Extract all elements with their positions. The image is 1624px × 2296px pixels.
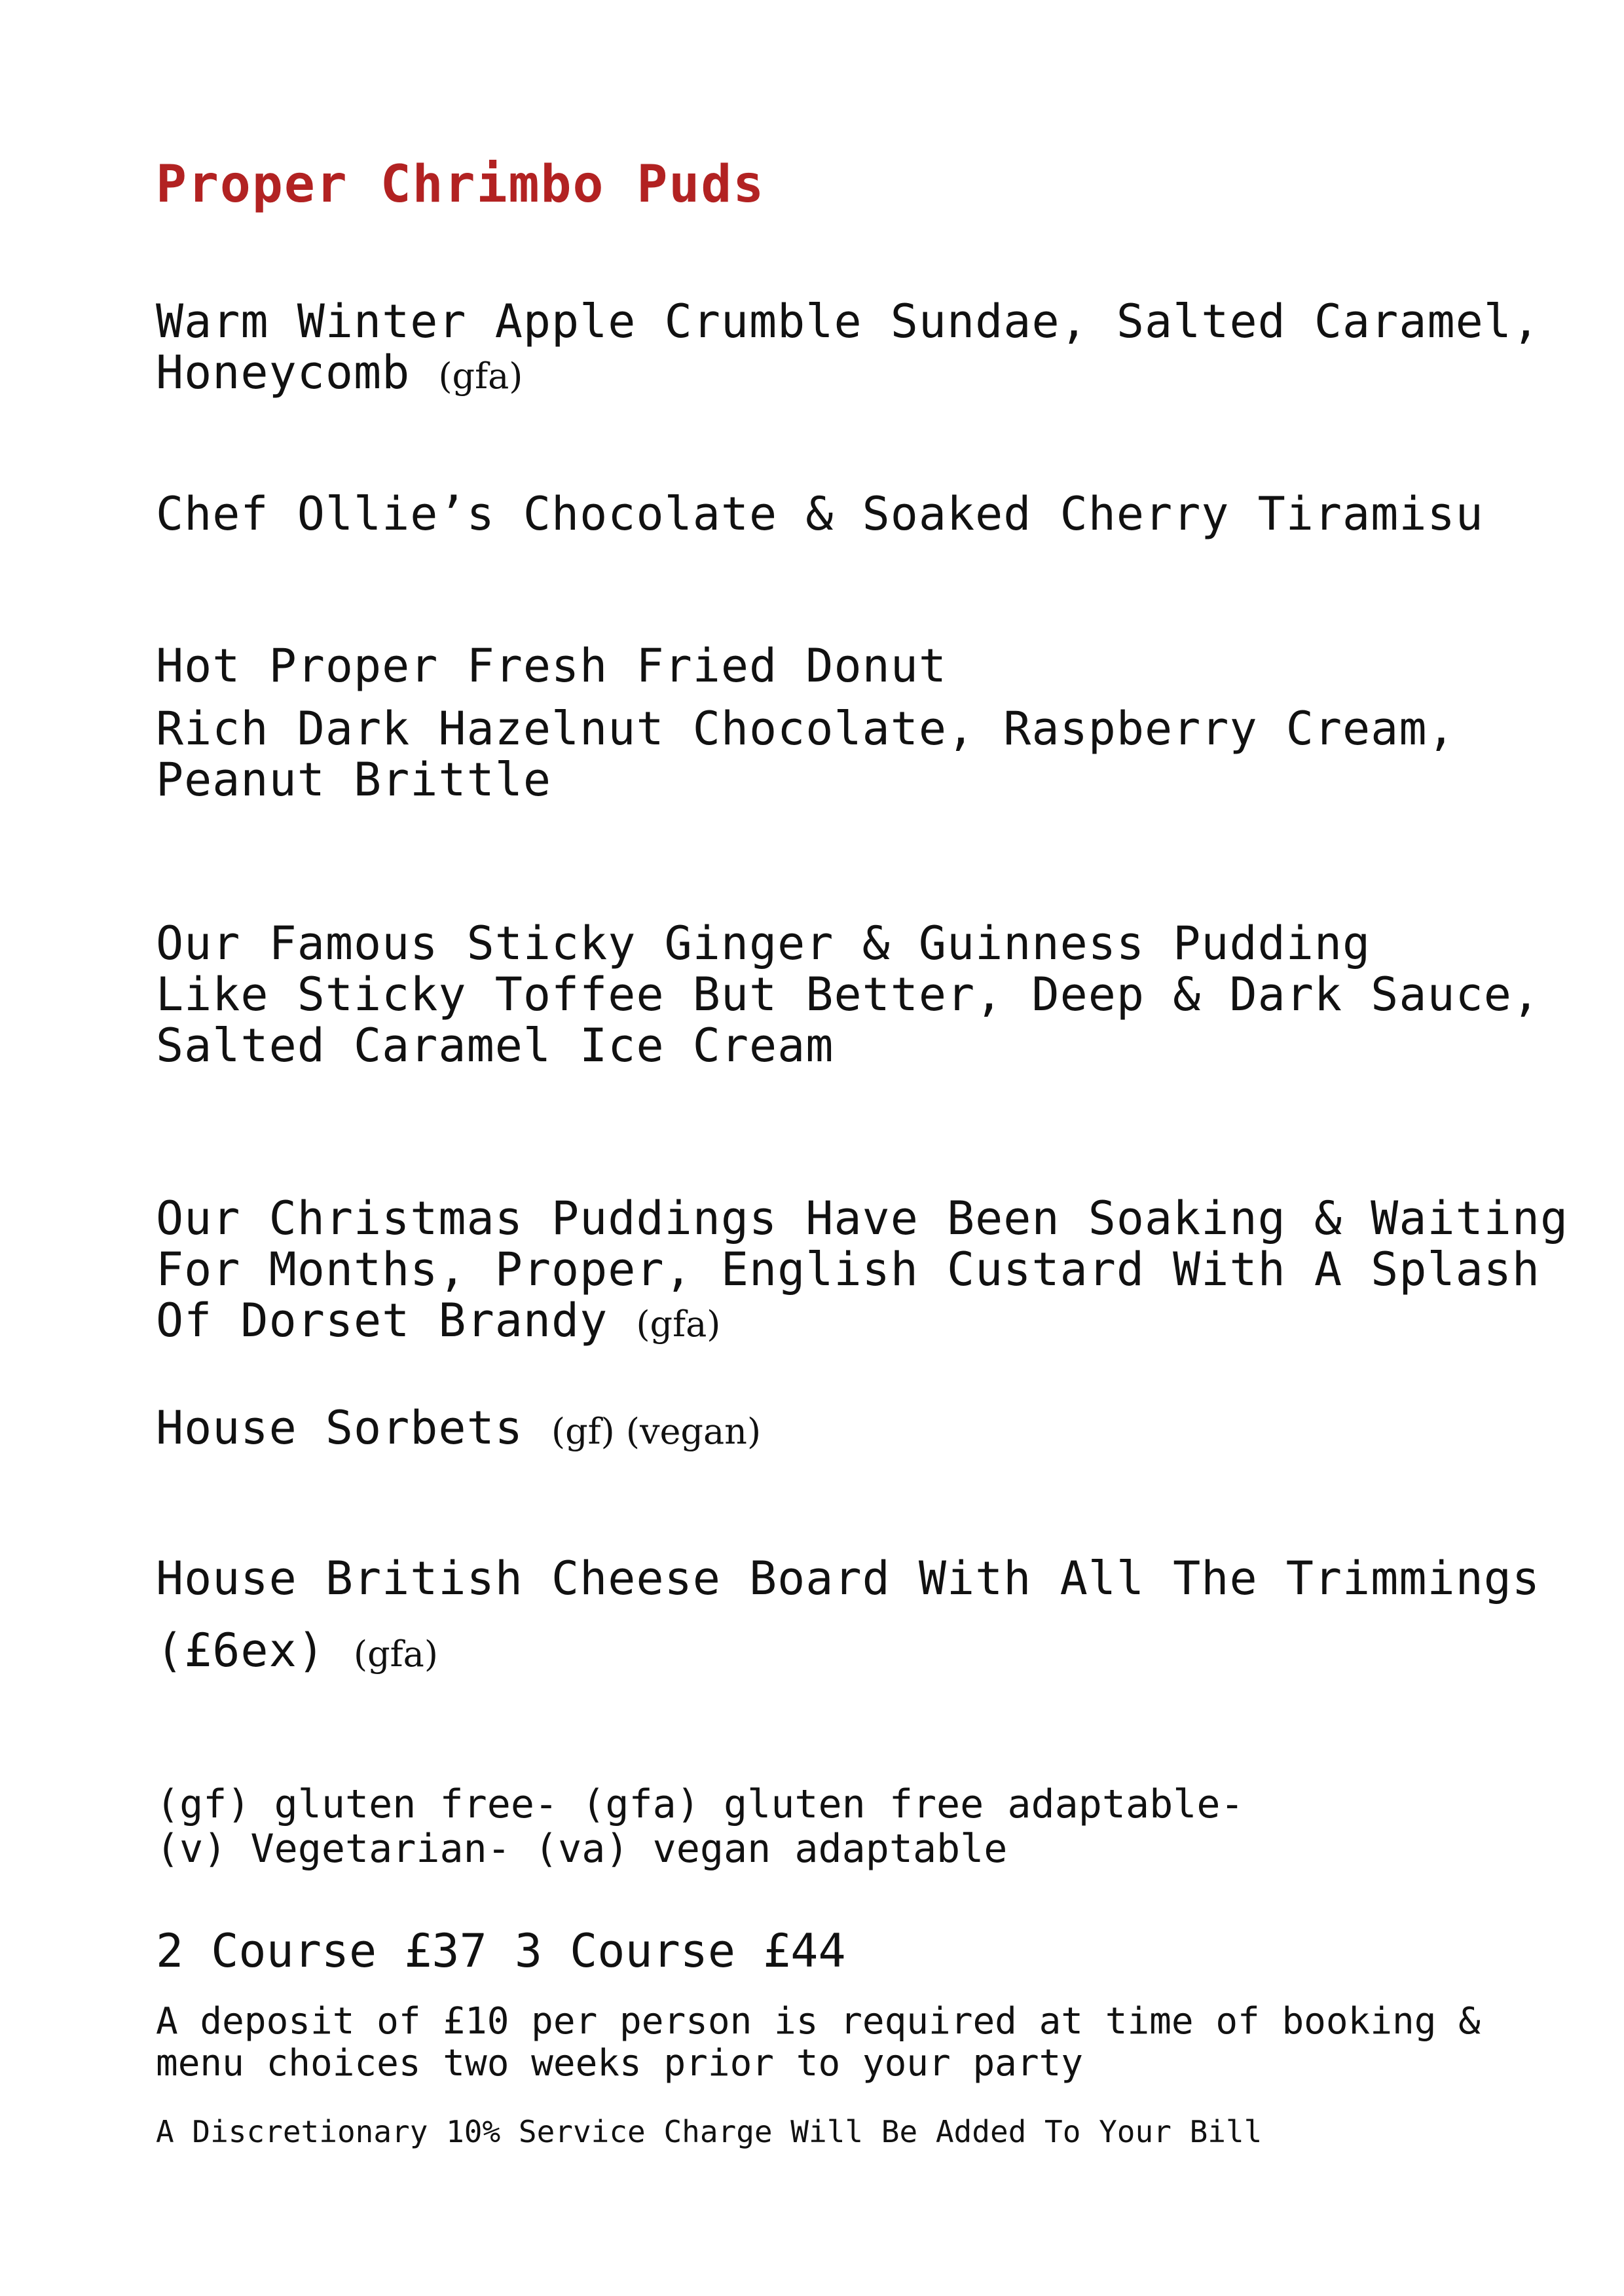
item-line-text: (£6ex) [156,1624,325,1677]
deposit-note [156,2001,1481,2085]
item-line: Like Sticky Toffee But Better, Deep & Dark Sauce, [156,968,1541,1021]
deposit-line: menu choices two weeks prior to your party [156,2042,1084,2085]
item-line: Rich Dark Hazelnut Chocolate, Raspberry Cream, [156,702,1456,756]
item-line [156,1625,438,1680]
item-line-text: Honeycomb [156,346,411,399]
menu-title: Proper Chrimbo Puds [156,155,766,214]
item-line [156,1295,1568,1350]
item-line: Chef Ollie’s Chocolate & Soaked Cherry Tiramisu [156,487,1484,541]
dietary-tag: (gf) (vegan) [551,1411,762,1452]
item-line [156,1402,761,1457]
menu-item-house-sorbets [156,1402,761,1457]
menu-item-cheese-board-supplement [156,1625,438,1680]
dietary-tag: (gfa) [354,1633,438,1675]
legend-line: (v) Vegetarian- (va) vegan adaptable [156,1826,1008,1872]
item-line: Peanut Brittle [156,753,552,807]
item-line: Our Christmas Puddings Have Been Soaking & Waiting [156,1192,1569,1245]
course-pricing: 2 Course £37 3 Course £44 [156,1924,846,1978]
item-line: Our Famous Sticky Ginger & Guinness Pudding [156,917,1371,970]
menu-item-apple-crumble-sundae [156,296,1540,402]
item-line-text: Of Dorset Brandy [156,1294,608,1347]
deposit-line: A deposit of £10 per person is required at time of booking & [156,2000,1481,2043]
item-line-text: House Sorbets [156,1401,523,1455]
menu-item-cheese-board [156,1553,1540,1604]
item-line [156,347,1540,402]
item-line: For Months, Proper, English Custard With A Splash [156,1243,1541,1296]
menu-item-tiramisu [156,488,1484,539]
dietary-tag: (gfa) [636,1303,721,1345]
menu-item-donut-heading [156,640,947,691]
item-line: Salted Caramel Ice Cream [156,1019,834,1072]
menu-item-sticky-ginger-pudding [156,918,1540,1071]
item-line: Warm Winter Apple Crumble Sundae, Salted Caramel, [156,295,1541,348]
menu-item-christmas-pudding [156,1193,1568,1350]
service-charge-note: A Discretionary 10% Service Charge Will Be Added To Your Bill [156,2114,1263,2149]
item-line: House British Cheese Board With All The Trimmings [156,1552,1541,1605]
item-line: Hot Proper Fresh Fried Donut [156,639,948,693]
menu-item-donut-description [156,703,1456,805]
legend-line: (gf) gluten free- (gfa) gluten free adaptable- [156,1781,1244,1827]
dietary-tag: (gfa) [438,355,523,397]
dietary-legend [156,1782,1244,1871]
